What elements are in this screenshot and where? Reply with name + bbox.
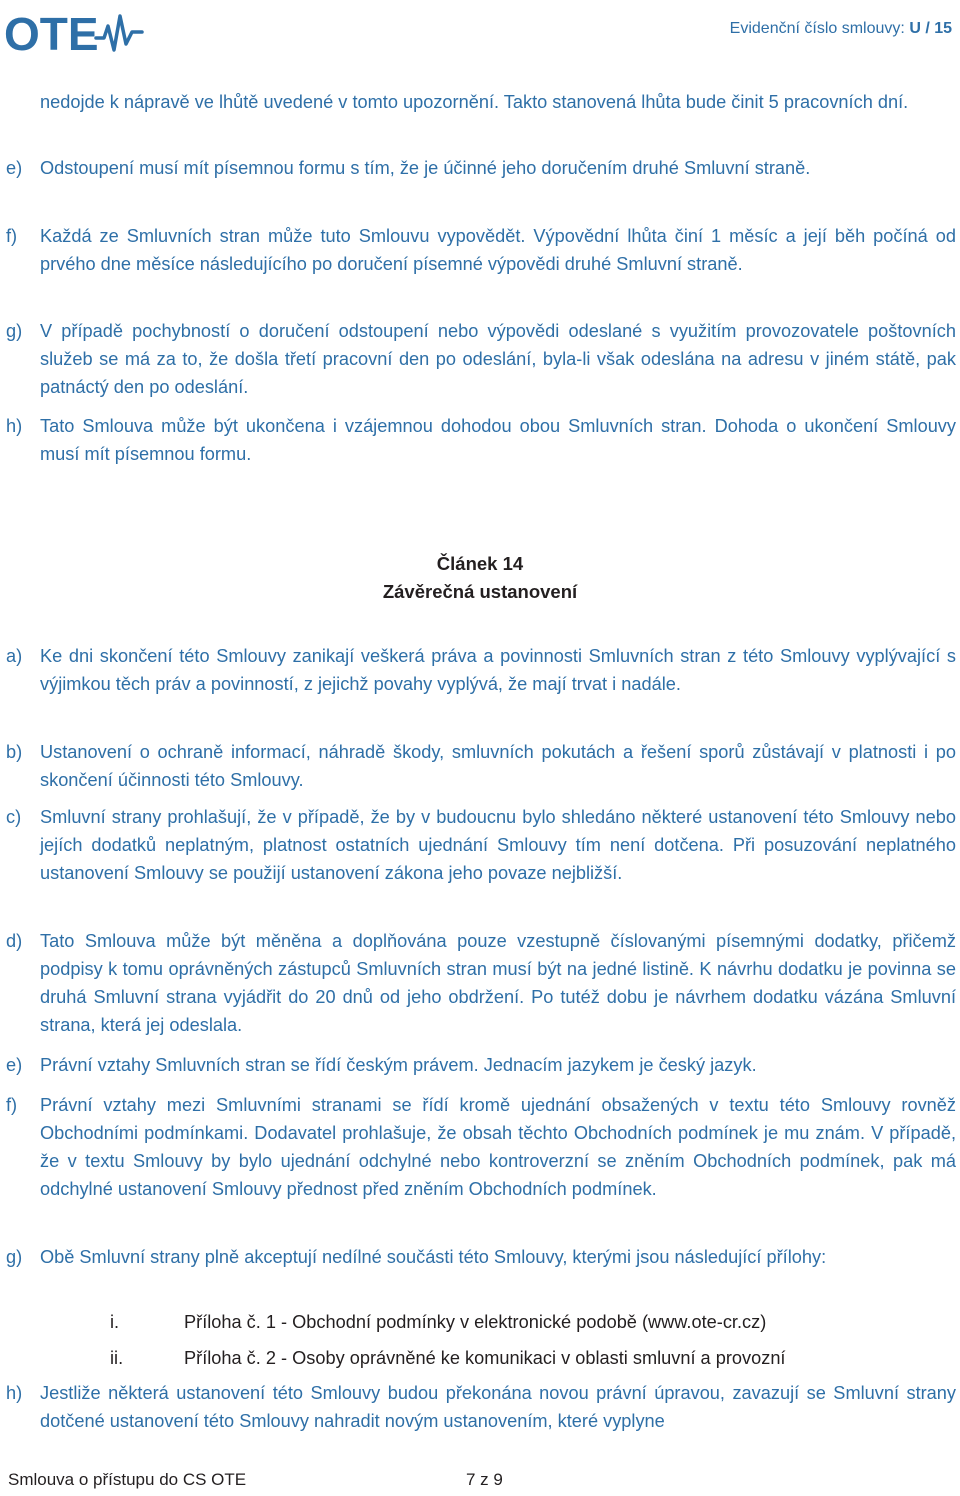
contract-number <box>730 20 952 38</box>
item-text: Ustanovení o ochraně informací, náhradě škody, smluvních pokutách a řešení sporů zůstávají v platnosti i po skončení účinnosti této Smlouvy. <box>40 742 956 790</box>
item-label: f) <box>6 1095 18 1115</box>
footer-page-number: 7 z 9 <box>466 1470 503 1489</box>
item-text: Tato Smlouva může být měněna a doplňována pouze vzestupně číslovanými písemnými dodatky, přičemž podpisy k tomu oprávněných zástupců Smluvních stran musí být na jedné listině. K návrhu dodatku je povinna se druhá Smluvní strana vyjádřit do 20 dnů od jeho obdržení. Po tutéž dobu je návrhem dodatku vázána Smluvní strana, která jej odeslala. <box>40 931 956 1035</box>
item-label: e) <box>6 1055 23 1075</box>
footer-document-title: Smlouva o přístupu do CS OTE <box>8 1470 247 1489</box>
paragraph-text: Každá ze Smluvních stran může tuto Smlouvu vypovědět. Výpovědní lhůta činí 1 měsíc a její běh počíná od prvého dne měsíce následujícího po doručení písemné výpovědi druhé Smluvní straně. <box>40 226 956 274</box>
contract-number-value: U / 15 <box>909 20 952 37</box>
paragraph-label: g) <box>6 321 23 341</box>
waveform-icon <box>96 16 142 50</box>
item-label: b) <box>6 742 23 762</box>
item-label: d) <box>6 931 23 951</box>
ote-logo <box>4 8 144 56</box>
item-text: Právní vztahy Smluvních stran se řídí českým právem. Jednacím jazykem je český jazyk. <box>40 1055 757 1075</box>
paragraph-label: e) <box>6 158 23 178</box>
paragraph-h <box>6 412 956 468</box>
attachment-number: i. <box>110 1312 120 1332</box>
item-d <box>6 927 956 1039</box>
paragraph-text: Tato Smlouva může být ukončena i vzájemnou dohodou obou Smluvních stran. Dohoda o ukončení Smlouvy musí mít písemnou formu. <box>40 416 956 464</box>
item-c <box>6 803 956 887</box>
item-a <box>6 642 956 698</box>
item-b <box>6 738 956 794</box>
item-e <box>6 1051 956 1079</box>
attachment-number: ii. <box>110 1348 124 1368</box>
item-text: Jestliže některá ustanovení této Smlouvy budou překonána novou právní úpravou, zavazují se Smluvní strany dotčené ustanovení této Smlouvy nahradit novým ustanovením, které vyplyne <box>40 1383 956 1431</box>
paragraph-label: h) <box>6 416 23 436</box>
item-g <box>6 1243 956 1271</box>
item-label: h) <box>6 1383 23 1403</box>
paragraph-label: f) <box>6 226 18 246</box>
item-f <box>6 1091 956 1203</box>
paragraph-text: V případě pochybností o doručení odstoupení nebo výpovědi odeslané s využitím provozovatele poštovních služeb se má za to, že došla třetí pracovní den po odeslání, byla-li však odeslána na adresu v jiném státě, pak patnáctý den po odeslání. <box>40 321 956 397</box>
paragraph-e <box>6 154 956 182</box>
attachment-text: Příloha č. 2 - Osoby oprávněné ke komunikaci v oblasti smluvní a provozní <box>184 1348 786 1368</box>
item-text: Ke dni skončení této Smlouvy zanikají veškerá práva a povinnosti Smluvních stran z této Smlouvy vyplývající s výjimkou těch práv a povinností, z jejichž povahy vyplývá, že mají trvat i nadále. <box>40 646 956 694</box>
paragraph-g <box>6 317 956 401</box>
attachment-text: Příloha č. 1 - Obchodní podmínky v elektronické podobě (www.ote-cr.cz) <box>184 1312 767 1332</box>
paragraph-text: nedojde k nápravě ve lhůtě uvedené v tomto upozornění. Takto stanovená lhůta bude činit 5 pracovních dní. <box>40 92 909 112</box>
contract-number-label: Evidenční číslo smlouvy: <box>729 20 905 37</box>
item-label: c) <box>6 807 22 827</box>
article-number: Článek 14 <box>436 553 524 574</box>
item-h <box>6 1379 956 1435</box>
item-text: Smluvní strany prohlašují, že v případě, že by v budoucnu bylo shledáno některé ustanovení této Smlouvy nebo jejích dodatků neplatným, platnost ostatních ujednání Smlouvy tím není dotčena. Při posuzování neplatného ustanovení Smlouvy se použijí ustanovení zákona jeho povaze nejbližší. <box>40 807 956 883</box>
paragraph-continuation <box>40 88 956 116</box>
logo-text: OTE <box>4 8 99 56</box>
article-title: Závěrečná ustanovení <box>382 581 578 602</box>
item-text: Právní vztahy mezi Smluvními stranami se řídí kromě ujednání obsažených v textu této Smlouvy rovněž Obchodními podmínkami. Dodavatel prohlašuje, že obsah těchto Obchodních podmínek je mu znám. V případě, že v textu Smlouvy by bylo ujednání odchylné nebo kontroverzní se zněním Obchodních podmínek, pak má odchylné ustanovení Smlouvy přednost před zněním Obchodních podmínek. <box>40 1095 956 1199</box>
item-label: a) <box>6 646 23 666</box>
item-label: g) <box>6 1247 23 1267</box>
paragraph-text: Odstoupení musí mít písemnou formu s tím, že je účinné jeho doručením druhé Smluvní straně. <box>40 158 811 178</box>
item-text: Obě Smluvní strany plně akceptují nedílné součásti této Smlouvy, kterými jsou následující přílohy: <box>40 1247 827 1267</box>
paragraph-f <box>6 222 956 278</box>
